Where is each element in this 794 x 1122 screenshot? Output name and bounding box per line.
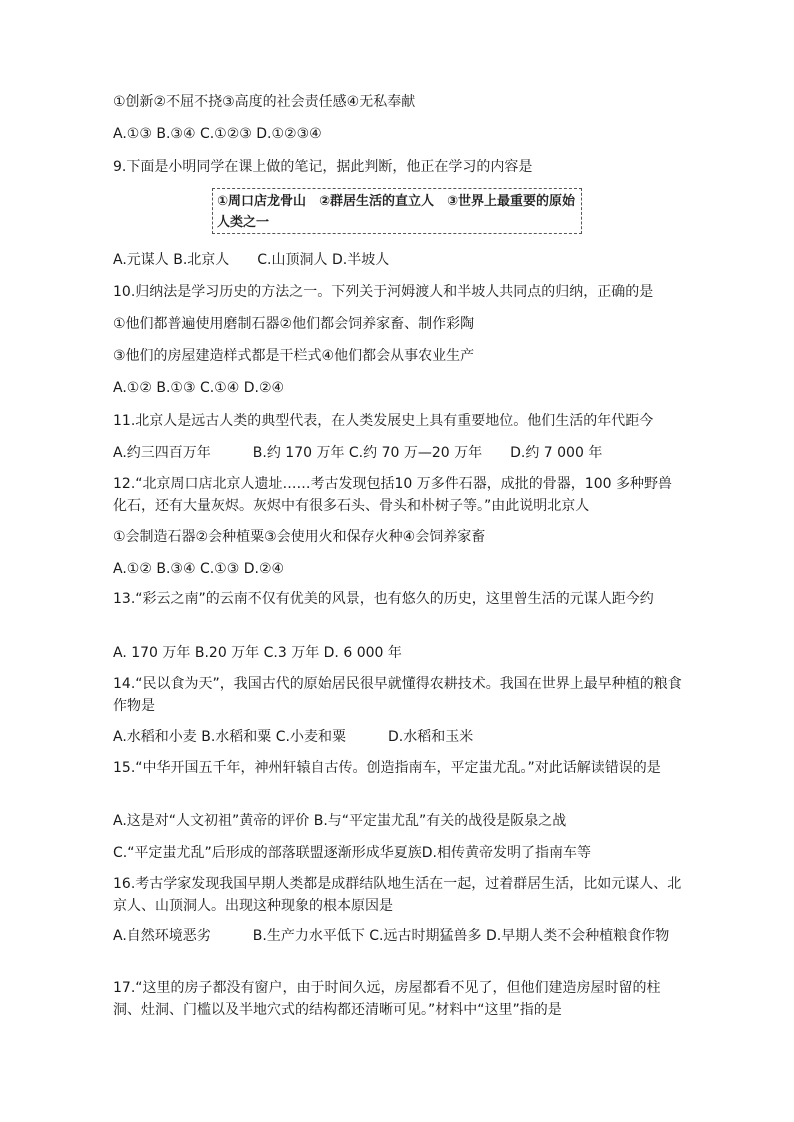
question-12-stem: 12.“北京周口店北京人遗址……考古发现包括10 万多件石器，成批的骨器，100 多种野兽化石，还有大量灰烬。灰烬中有很多石头、骨头和朴树子等。”由此说明北京人 <box>113 476 672 514</box>
answer-choices: A.①③ B.③④ C.①②③ D.①②③④ <box>113 126 322 142</box>
question-17-stem: 17.“这里的房子都没有窗户，由于时间久远，房屋都看不见了，但他们建造房屋时留的柱洞、灶洞、门槛以及半地穴式的结构都还清晰可见。”材料中“这里”指的是 <box>113 980 661 1018</box>
question-13-stem: 13.“彩云之南”的云南不仅有优美的风景，也有悠久的历史，这里曾生活的元谋人距今约 <box>113 591 654 607</box>
options-list: ①创新②不屈不挠③高度的社会责任感④无私奉献 <box>113 94 416 110</box>
question-10-options-1: ①他们都普遍使用磨制石器②他们都会饲养家畜、制作彩陶 <box>113 316 475 332</box>
question-12-choices: A.①② B.③④ C.①③ D.②④ <box>113 561 285 577</box>
question-11-stem: 11.北京人是远古人类的典型代表，在人类发展史上具有重要地位。他们生活的年代距今 <box>113 413 654 429</box>
question-9-stem: 9.下面是小明同学在课上做的笔记，据此判断，他正在学习的内容是 <box>113 159 533 175</box>
question-10-stem: 10.归纳法是学习历史的方法之一。下列关于河姆渡人和半坡人共同点的归纳，正确的是 <box>113 284 654 300</box>
question-16-stem: 16.考古学家发现我国早期人类都是成群结队地生活在一起，过着群居生活，比如元谋人、北京人、山顶洞人。出现这种现象的根本原因是 <box>113 876 682 914</box>
question-16-choices: A.自然环境恶劣 B.生产力水平低下 C.远古时期猛兽多 D.早期人类不会种植粮食作物 <box>113 928 670 944</box>
question-10-choices: A.①② B.①③ C.①④ D.②④ <box>113 380 285 396</box>
note-box: ①周口店龙骨山 ②群居生活的直立人 ③世界上最重要的原始人类之一 <box>212 188 582 234</box>
question-14-choices: A.水稻和小麦 B.水稻和粟 C.小麦和粟 D.水稻和玉米 <box>113 729 474 745</box>
question-9-choices: A.元谋人 B.北京人 C.山顶洞人 D.半坡人 <box>113 252 390 268</box>
question-14-stem: 14.“民以食为天”，我国古代的原始居民很早就懂得农耕技术。我国在世界上最早种植的粮食作物是 <box>113 676 682 714</box>
question-12-options: ①会制造石器②会种植粟③会使用火和保存火种④会饲养家畜 <box>113 529 486 545</box>
question-11-choices: A.约三四百万年 B.约 170 万年 C.约 70 万—20 万年 D.约 7 000 年 <box>113 445 603 461</box>
question-15-choices-1: A.这是对“人文初祖”黄帝的评价 B.与“平定蚩尤乱”有关的战役是阪泉之战 <box>113 813 567 829</box>
question-15-choices-2: C.“平定蚩尤乱”后形成的部落联盟逐渐形成华夏族D.相传黄帝发明了指南车等 <box>113 845 591 861</box>
question-15-stem: 15.“中华开国五千年，神州轩辕自古传。创造指南车，平定蚩尤乱。”对此话解读错误的是 <box>113 760 661 776</box>
question-10-options-2: ③他们的房屋建造样式都是干栏式④他们都会从事农业生产 <box>113 348 475 364</box>
question-13-choices: A. 170 万年 B.20 万年 C.3 万年 D. 6 000 年 <box>113 645 402 661</box>
